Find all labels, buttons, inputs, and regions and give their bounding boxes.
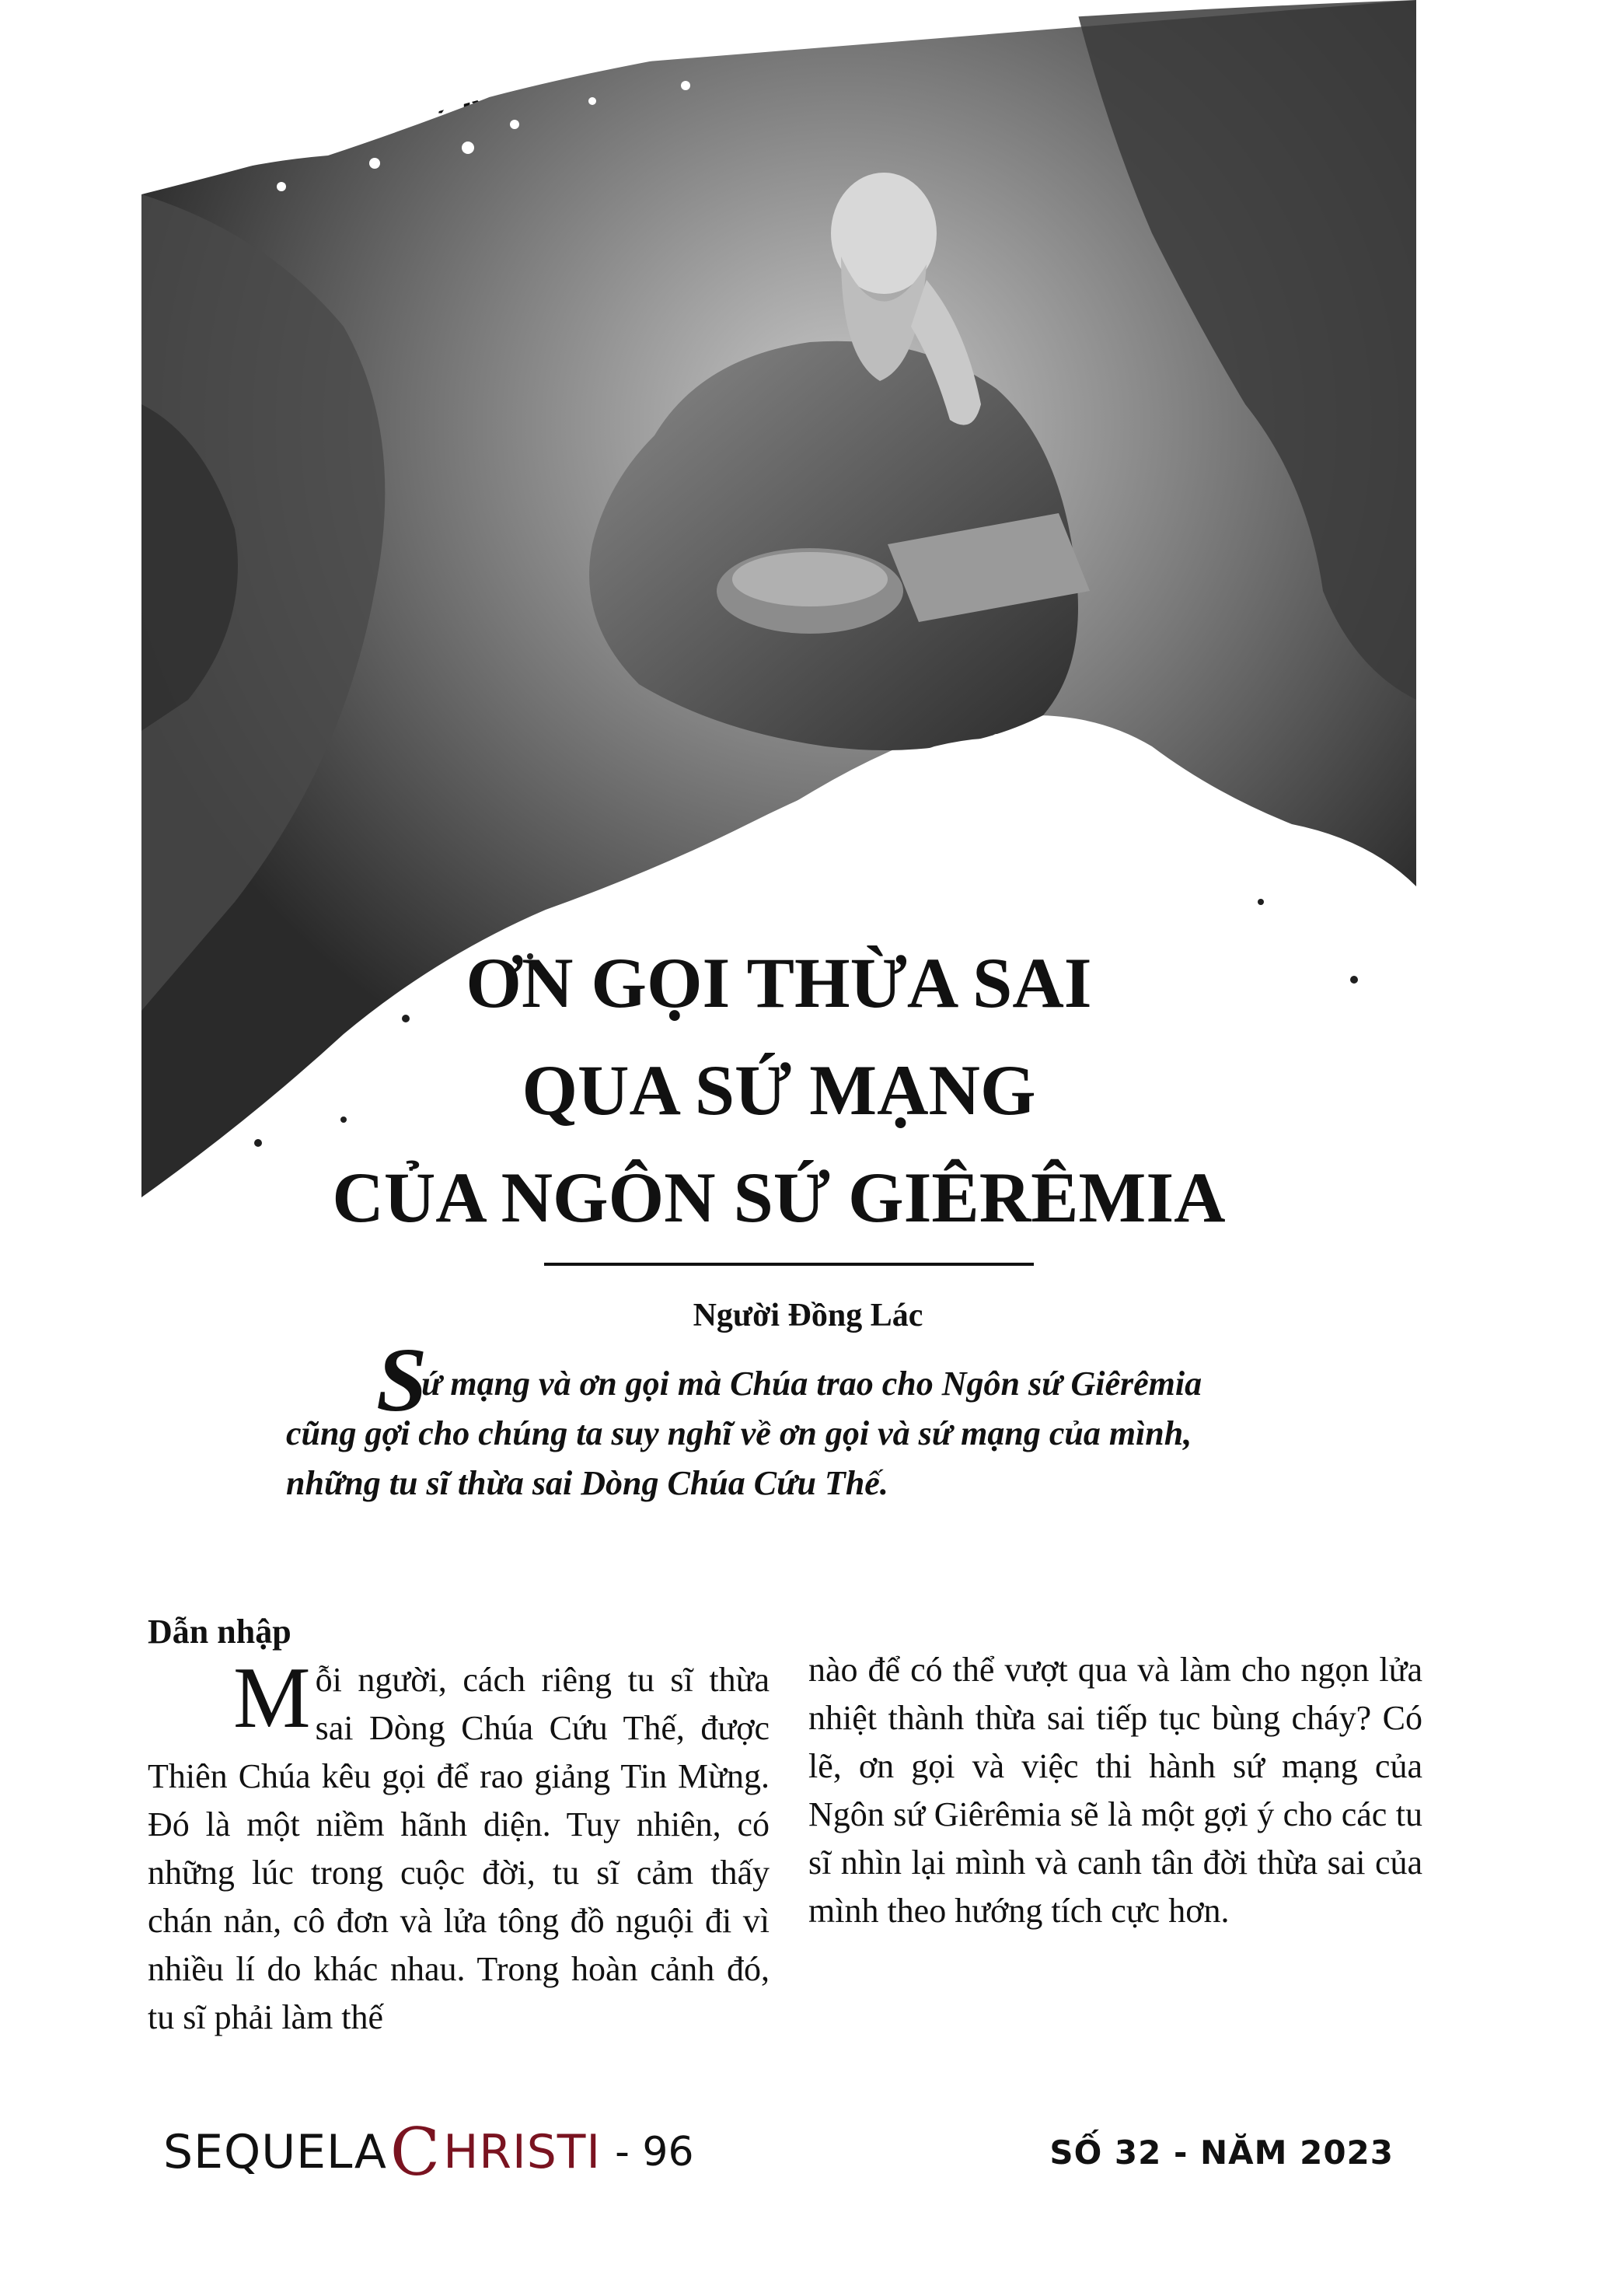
title-line: QUA SỨ MẠNG xyxy=(522,1050,1036,1130)
lede xyxy=(286,1329,1328,1508)
title-line: CỦA NGÔN SỨ GIÊRÊMIA xyxy=(332,1158,1226,1237)
lede-dropcap: S xyxy=(376,1329,428,1431)
article-title xyxy=(141,929,1416,1251)
page-number: - 96 xyxy=(615,2129,694,2175)
issue-label: SỐ 32 - NĂM 2023 xyxy=(1049,2133,1394,2172)
lede-line: những tu sĩ thừa sai Dòng Chúa Cứu Thế. xyxy=(286,1464,888,1502)
title-line: ƠN GỌI THỪA SAI xyxy=(466,943,1092,1022)
title-divider xyxy=(544,1263,1034,1266)
brand-text-left: SEQUELA xyxy=(163,2125,387,2179)
lede-line: ứ mạng và ơn gọi mà Chúa trao cho Ngôn sứ Giêrêmia xyxy=(421,1365,1202,1403)
lede-line: cũng gợi cho chúng ta suy nghĩ về ơn gọi và sứ mạng của mình, xyxy=(286,1414,1192,1452)
body-dropcap: M xyxy=(233,1650,311,1746)
body-column-left xyxy=(148,1608,770,2042)
body-paragraph xyxy=(148,1650,770,2042)
author-byline: Người Đồng Lác xyxy=(693,1298,923,1333)
magazine-brand xyxy=(163,2114,694,2190)
section-heading: Dẫn nhập xyxy=(148,1613,291,1651)
brand-mark: C xyxy=(389,2114,441,2190)
body-text-right: nào để có thể vượt qua và làm cho ngọn lửa nhiệt thành thừa sai tiếp tục bùng cháy? Có lẽ, ơn gọi và việc thi hành sứ mạng của Ngôn sứ Giêrêmia sẽ là một gợi ý cho các tu sĩ nhìn lại mình và canh tân đời thừa sai của mình theo hướng tích cực hơn. xyxy=(808,1651,1422,1930)
body-text-left: ỗi người, cách riêng tu sĩ thừa sai Dòng Chúa Cứu Thế, được Thiên Chúa kêu gọi để rao giảng Tin Mừng. Đó là một niềm hãnh diện. Tuy nhiên, có những lúc trong cuộc đời, tu sĩ cảm thấy chán nản, cô đơn và lửa tông đồ nguội đi vì nhiều lí do khác nhau. Trong hoàn cảnh đó, tu sĩ phải làm thế xyxy=(148,1661,770,2036)
brand-text-right: HRISTI xyxy=(443,2125,602,2179)
body-column-right xyxy=(808,1646,1422,1935)
